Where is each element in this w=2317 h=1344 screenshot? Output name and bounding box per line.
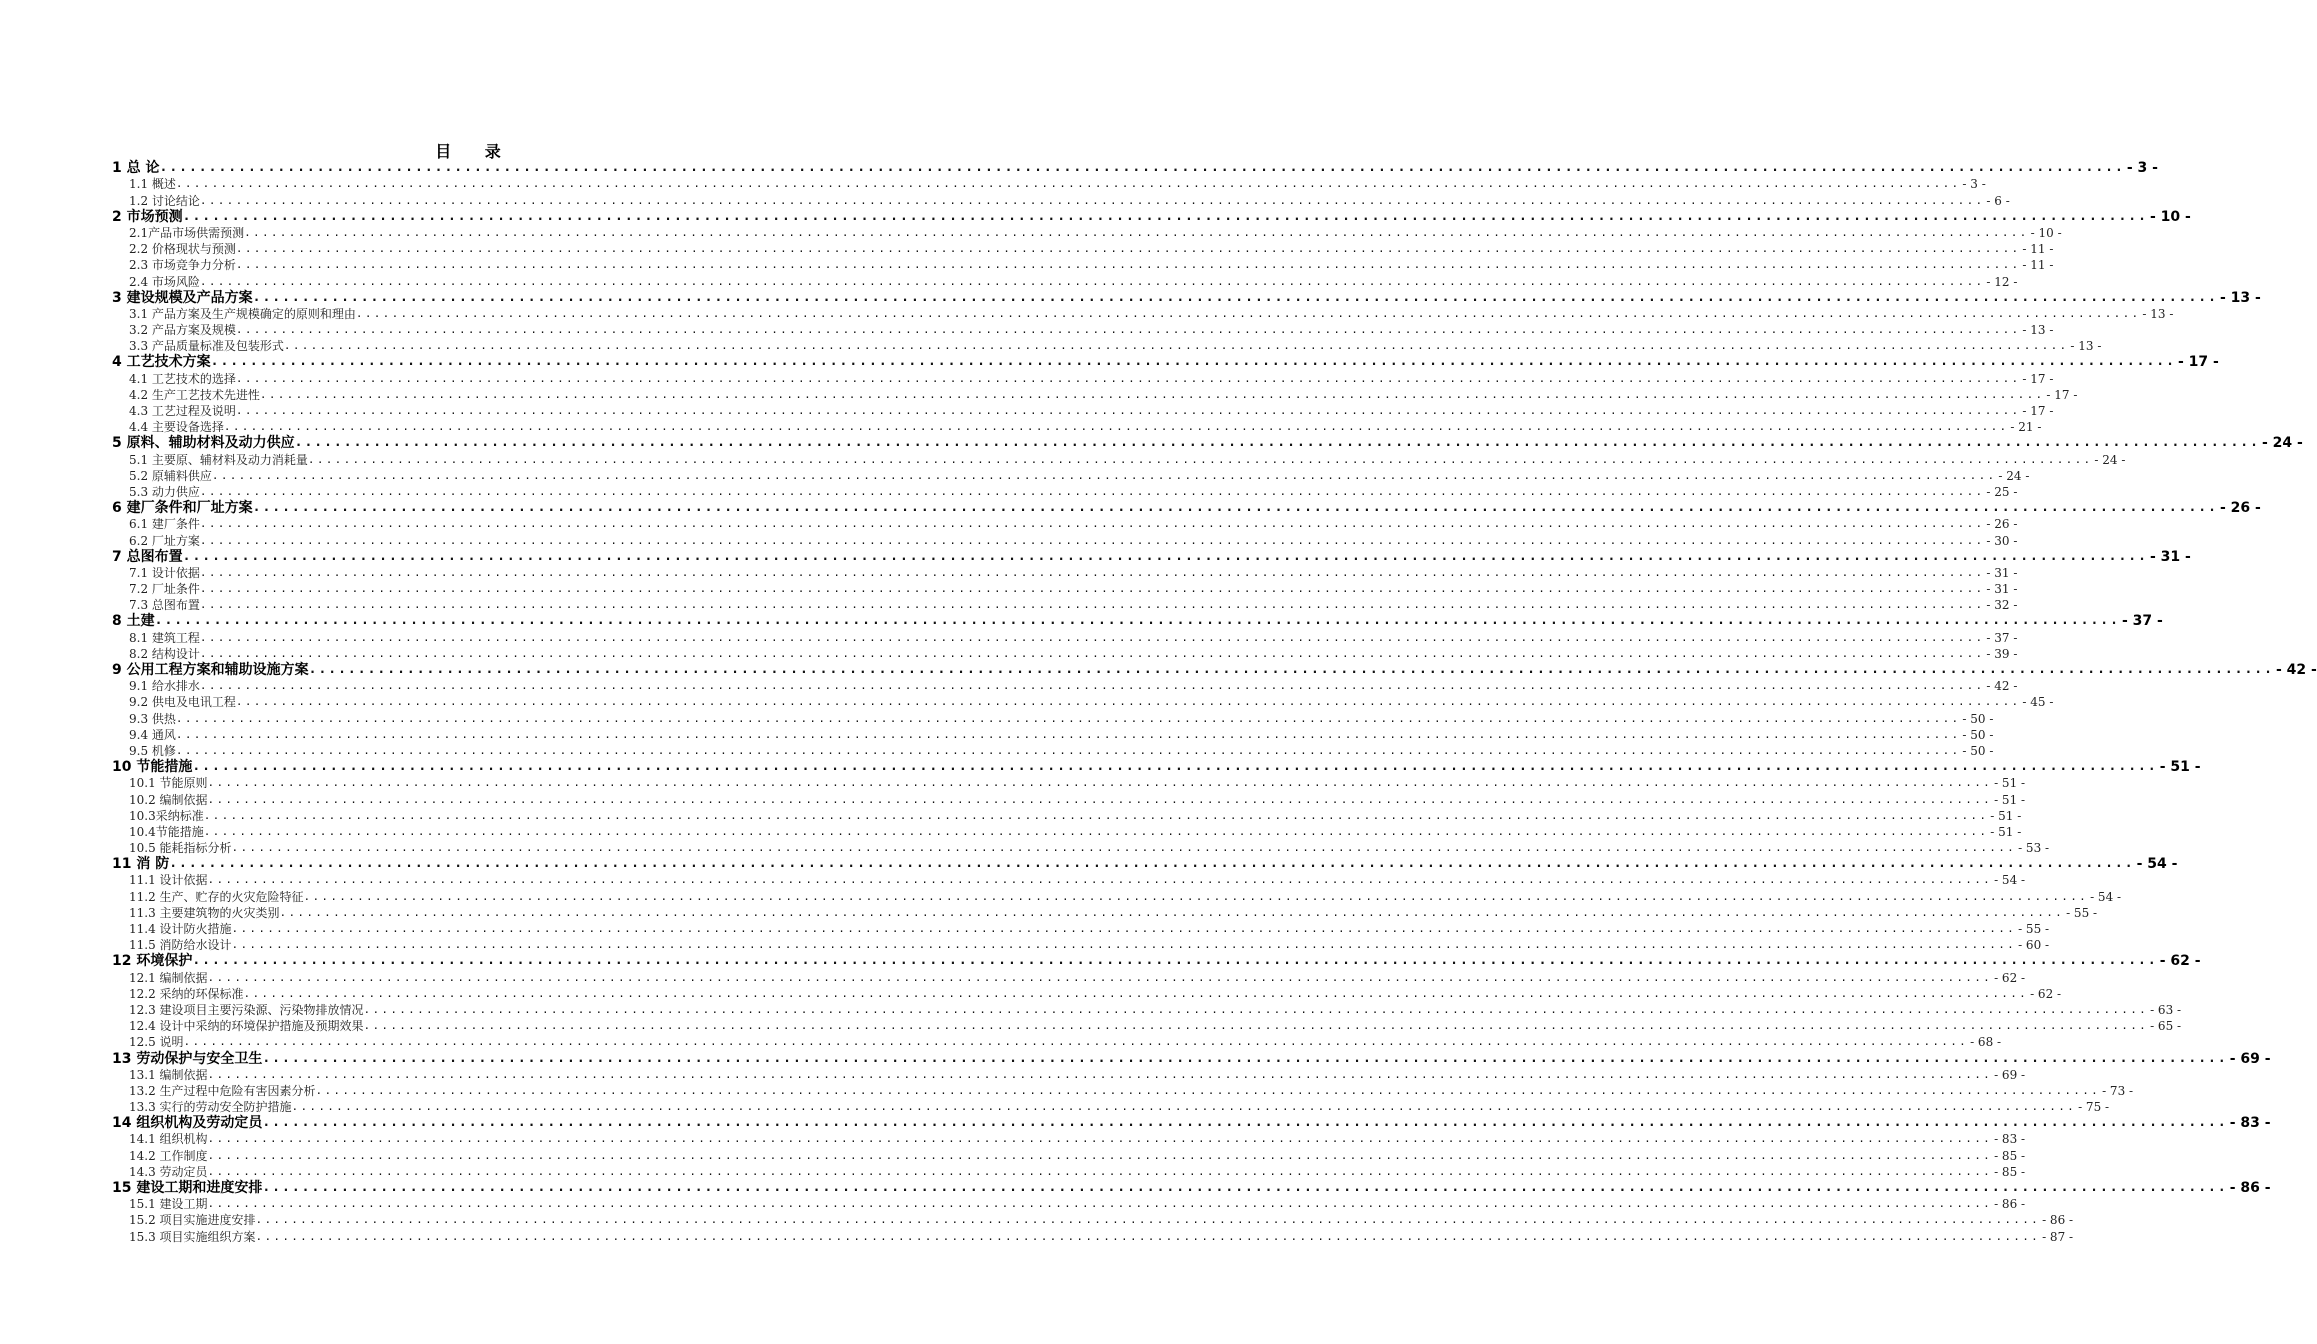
toc-entry-label: 1.1 概述 (129, 177, 176, 192)
toc-leader-dots: ........................................................................................................................................................................................................ (175, 743, 1961, 757)
toc-section-entry[interactable] (112, 468, 2030, 484)
toc-entry-page-number: - 42 - (2275, 662, 2317, 678)
toc-chapter-entry[interactable] (112, 856, 2178, 873)
toc-section-entry[interactable] (112, 565, 2018, 581)
toc-leader-dots: ........................................................................................................................................................................................................ (252, 500, 2218, 516)
toc-section-entry[interactable] (112, 419, 2042, 435)
toc-entry-label: 9 公用工程方案和辅助设施方案 (112, 662, 309, 678)
toc-entry-page-number: - 25 - (1986, 484, 2018, 499)
toc-section-entry[interactable] (112, 1002, 2182, 1018)
toc-entry-page-number: - 51 - (1994, 776, 2026, 791)
toc-leader-dots: ........................................................................................................................................................................................................ (207, 792, 1993, 806)
toc-entry-page-number: - 17 - (2046, 387, 2078, 402)
toc-entry-page-number: - 31 - (2149, 548, 2191, 565)
toc-section-entry[interactable] (112, 1018, 2182, 1034)
toc-entry-page-number: - 13 - (2142, 306, 2174, 321)
toc-entry-label: 12.3 建设项目主要污染源、污染物排放情况 (129, 1002, 364, 1017)
toc-section-entry[interactable] (112, 516, 2018, 532)
toc-chapter-entry[interactable] (112, 662, 2317, 678)
toc-entry-page-number: - 83 - (1994, 1132, 2026, 1147)
toc-entry-page-number: - 51 - (1990, 808, 2022, 823)
toc-entry-label: 3 建设规模及产品方案 (112, 289, 253, 306)
toc-entry-label: 7.1 设计依据 (129, 565, 200, 580)
toc-entry-label: 14.2 工作制度 (129, 1148, 208, 1163)
toc-leader-dots: ........................................................................................................................................................................................................ (303, 889, 2089, 903)
toc-entry-page-number: - 55 - (2018, 922, 2050, 936)
toc-section-entry[interactable] (112, 257, 2054, 273)
toc-entry-label: 10.2 编制依据 (129, 792, 208, 807)
toc-chapter-entry[interactable] (112, 354, 2219, 371)
toc-section-entry[interactable] (112, 597, 2018, 613)
toc-chapter-entry[interactable] (112, 1180, 2271, 1196)
toc-section-entry[interactable] (112, 1164, 2026, 1180)
toc-entry-page-number: - 17 - (2177, 354, 2219, 371)
toc-leader-dots: ........................................................................................................................................................................................................ (262, 1180, 2228, 1195)
toc-entry-page-number: - 54 - (2090, 889, 2122, 904)
toc-entry-label: 5.3 动力供应 (129, 484, 200, 499)
toc-entry-page-number: - 45 - (2022, 695, 2054, 710)
toc-entry-label: 6.2 厂址方案 (129, 533, 200, 548)
toc-section-entry[interactable] (112, 1228, 2074, 1244)
toc-entry-label: 2.2 价格现状与预测 (129, 242, 236, 257)
toc-entry-label: 10 节能措施 (112, 759, 193, 776)
toc-section-entry[interactable] (112, 629, 2018, 645)
toc-entry-page-number: - 86 - (1994, 1197, 2026, 1212)
toc-entry-label: 13.3 实行的劳动安全防护措施 (129, 1100, 292, 1115)
toc-chapter-entry[interactable] (112, 435, 2303, 452)
toc-section-entry[interactable] (112, 743, 1994, 759)
toc-leader-dots: ........................................................................................................................................................................................................ (203, 824, 1989, 838)
toc-section-entry[interactable] (112, 225, 2062, 241)
toc-leader-dots: ........................................................................................................................................................................................................ (207, 1148, 1993, 1162)
toc-section-entry[interactable] (112, 646, 2018, 662)
toc-entry-label: 2 市场预测 (112, 208, 183, 225)
toc-section-entry[interactable] (112, 937, 2050, 953)
toc-leader-dots: ........................................................................................................................................................................................................ (175, 177, 1961, 191)
toc-entry-label: 14.1 组织机构 (129, 1132, 208, 1147)
toc-chapter-entry[interactable] (112, 1050, 2271, 1067)
toc-leader-dots: ........................................................................................................................................................................................................ (294, 435, 2260, 451)
toc-entry-label: 11 消 防 (112, 856, 170, 873)
toc-entry-label: 4.2 生产工艺技术先进性 (129, 387, 260, 402)
toc-entry-page-number: - 65 - (2150, 1019, 2182, 1034)
toc-leader-dots: ........................................................................................................................................................................................................ (235, 404, 2021, 417)
toc-leader-dots: ........................................................................................................................................................................................................ (199, 274, 1985, 288)
toc-entry-page-number: - 31 - (1986, 565, 2018, 580)
toc-section-entry[interactable] (112, 775, 2026, 791)
toc-entry-label: 4.3 工艺过程及说明 (129, 404, 236, 418)
toc-entry-page-number: - 69 - (2229, 1050, 2271, 1067)
toc-section-entry[interactable] (112, 241, 2054, 257)
toc-entry-label: 14.3 劳动定员 (129, 1164, 208, 1179)
toc-entry-page-number: - 62 - (1994, 970, 2026, 985)
toc-entry-page-number: - 24 - (1998, 468, 2030, 483)
toc-entry-page-number: - 54 - (2136, 856, 2178, 873)
toc-entry-page-number: - 51 - (1990, 824, 2022, 839)
toc-leader-dots: ........................................................................................................................................................................................................ (169, 856, 2135, 872)
toc-leader-dots: ........................................................................................................................................................................................................ (199, 565, 1985, 579)
toc-leader-dots: ........................................................................................................................................................................................................ (235, 242, 2021, 256)
toc-entry-label: 10.1 节能原则 (129, 776, 208, 791)
toc-leader-dots: ........................................................................................................................................................................................................ (363, 1002, 2149, 1016)
toc-section-entry[interactable] (112, 1147, 2026, 1163)
toc-section-entry[interactable] (112, 1196, 2026, 1212)
toc-section-entry[interactable] (112, 176, 1986, 192)
toc-leader-dots: ........................................................................................................................................................................................................ (210, 354, 2176, 370)
toc-leader-dots: ........................................................................................................................................................................................................ (283, 339, 2069, 353)
toc-entry-page-number: - 62 - (2030, 986, 2062, 1001)
toc-entry-page-number: - 30 - (1986, 533, 2018, 548)
toc-entry-page-number: - 83 - (2229, 1115, 2271, 1132)
toc-entry-page-number: - 3 - (1962, 177, 1986, 192)
toc-entry-page-number: - 85 - (1994, 1164, 2026, 1179)
toc-title: 目 录 (435, 142, 515, 161)
toc-leader-dots: ........................................................................................................................................................................................................ (199, 679, 1985, 693)
toc-section-entry[interactable] (112, 694, 2054, 710)
toc-entry-label: 12.1 编制依据 (129, 970, 208, 985)
toc-entry-label: 15.2 项目实施进度安排 (129, 1213, 256, 1228)
toc-entry-page-number: - 31 - (1986, 582, 2018, 597)
toc-section-entry[interactable] (112, 986, 2062, 1002)
toc-leader-dots: ........................................................................................................................................................................................................ (199, 533, 1985, 547)
toc-entry-label: 4.4 主要设备选择 (129, 420, 224, 435)
toc-section-entry[interactable] (112, 484, 2018, 500)
toc-leader-dots: ........................................................................................................................................................................................................ (279, 905, 2065, 919)
toc-section-entry[interactable] (112, 1083, 2134, 1099)
toc-leader-dots: ........................................................................................................................................................................................................ (235, 371, 2021, 385)
toc-entry-label: 1.2 讨论结论 (129, 193, 200, 208)
toc-entry-label: 3.2 产品方案及规模 (129, 323, 236, 338)
toc-entry-page-number: - 11 - (2022, 258, 2054, 273)
toc-chapter-entry[interactable] (112, 500, 2261, 517)
toc-section-entry[interactable] (112, 1131, 2026, 1147)
table-of-contents (112, 160, 2317, 1245)
toc-chapter-entry[interactable] (112, 208, 2191, 225)
toc-entry-page-number: - 50 - (1962, 711, 1994, 726)
toc-section-entry[interactable] (112, 338, 2102, 354)
toc-entry-page-number: - 13 - (2219, 289, 2261, 306)
toc-leader-dots: ........................................................................................................................................................................................................ (207, 1164, 1993, 1178)
toc-entry-page-number: - 11 - (2022, 242, 2054, 257)
toc-section-entry[interactable] (112, 1034, 2002, 1050)
toc-entry-label: 4.1 工艺技术的选择 (129, 371, 236, 386)
toc-entry-page-number: - 50 - (1962, 743, 1994, 758)
toc-entry-page-number: - 50 - (1962, 727, 1994, 742)
toc-leader-dots: ........................................................................................................................................................................................................ (182, 548, 2148, 564)
toc-leader-dots: ........................................................................................................................................................................................................ (199, 598, 1985, 612)
toc-leader-dots: ........................................................................................................................................................................................................ (207, 1132, 1993, 1146)
toc-entry-page-number: - 86 - (2042, 1213, 2074, 1228)
toc-entry-page-number: - 3 - (2126, 160, 2158, 177)
toc-section-entry[interactable] (112, 192, 2010, 208)
toc-leader-dots: ........................................................................................................................................................................................................ (307, 452, 2093, 466)
toc-entry-label: 6 建厂条件和厂址方案 (112, 500, 253, 517)
toc-entry-label: 8.1 建筑工程 (129, 630, 200, 645)
toc-leader-dots: ........................................................................................................................................................................................................ (262, 1115, 2228, 1131)
toc-entry-label: 2.4 市场风险 (129, 274, 200, 289)
toc-entry-page-number: - 39 - (1986, 646, 2018, 661)
toc-leader-dots: ........................................................................................................................................................................................................ (235, 258, 2021, 272)
toc-entry-page-number: - 26 - (2219, 500, 2261, 517)
toc-section-entry[interactable] (112, 370, 2054, 386)
toc-entry-label: 15.3 项目实施组织方案 (129, 1229, 256, 1244)
toc-section-entry[interactable] (112, 581, 2018, 597)
toc-entry-label: 11.3 主要建筑物的火灾类别 (129, 905, 280, 920)
toc-entry-page-number: - 13 - (2070, 339, 2102, 354)
toc-leader-dots: ........................................................................................................................................................................................................ (183, 1035, 1969, 1049)
toc-leader-dots: ........................................................................................................................................................................................................ (308, 662, 2274, 677)
toc-entry-label: 14 组织机构及劳动定员 (112, 1115, 263, 1132)
toc-leader-dots: ........................................................................................................................................................................................................ (207, 1067, 1993, 1081)
toc-leader-dots: ........................................................................................................................................................................................................ (243, 986, 2029, 1000)
toc-section-entry[interactable] (112, 532, 2018, 548)
toc-section-entry[interactable] (112, 403, 2054, 419)
toc-leader-dots: ........................................................................................................................................................................................................ (235, 695, 2021, 709)
toc-section-entry[interactable] (112, 710, 1994, 726)
toc-leader-dots: ........................................................................................................................................................................................................ (244, 225, 2029, 239)
toc-entry-page-number: - 85 - (1994, 1148, 2026, 1163)
toc-entry-page-number: - 60 - (2018, 938, 2050, 953)
toc-chapter-entry[interactable] (112, 759, 2201, 776)
toc-entry-page-number: - 24 - (2094, 452, 2126, 467)
toc-section-entry[interactable] (112, 387, 2078, 403)
toc-entry-page-number: - 62 - (2159, 953, 2201, 970)
toc-entry-page-number: - 73 - (2102, 1083, 2134, 1098)
toc-chapter-entry[interactable] (112, 953, 2201, 970)
toc-entry-label: 9.5 机修 (129, 743, 176, 758)
toc-entry-page-number: - 10 - (2030, 225, 2062, 240)
toc-section-entry[interactable] (112, 824, 2022, 840)
toc-entry-label: 2.3 市场竞争力分析 (129, 258, 236, 273)
toc-entry-page-number: - 21 - (2010, 420, 2042, 435)
toc-leader-dots: ........................................................................................................................................................................................................ (159, 160, 2125, 176)
toc-entry-page-number: - 42 - (1986, 679, 2018, 694)
toc-leader-dots: ........................................................................................................................................................................................................ (199, 193, 1985, 207)
toc-entry-page-number: - 26 - (1986, 517, 2018, 532)
toc-entry-label: 12.4 设计中采纳的环境保护措施及预期效果 (129, 1019, 364, 1034)
toc-leader-dots: ........................................................................................................................................................................................................ (262, 1050, 2228, 1066)
toc-entry-page-number: - 51 - (2159, 759, 2201, 776)
toc-entry-label: 5.2 原辅料供应 (129, 468, 212, 483)
toc-section-entry[interactable] (112, 678, 2018, 694)
toc-entry-page-number: - 69 - (1994, 1067, 2026, 1082)
toc-section-entry[interactable] (112, 905, 2098, 921)
toc-entry-label: 10.5 能耗指标分析 (129, 841, 232, 856)
toc-section-entry[interactable] (112, 1067, 2026, 1083)
toc-section-entry[interactable] (112, 921, 2050, 937)
toc-leader-dots: ........................................................................................................................................................................................................ (255, 1213, 2041, 1227)
toc-section-entry[interactable] (112, 306, 2174, 322)
toc-leader-dots: ........................................................................................................................................................................................................ (199, 630, 1985, 644)
toc-entry-label: 6.1 建厂条件 (129, 517, 200, 532)
toc-chapter-entry[interactable] (112, 160, 2158, 177)
toc-entry-page-number: - 6 - (1986, 193, 2010, 208)
toc-entry-page-number: - 63 - (2150, 1002, 2182, 1017)
toc-chapter-entry[interactable] (112, 289, 2261, 306)
toc-entry-page-number: - 87 - (2042, 1229, 2074, 1244)
toc-entry-label: 7.3 总图布置 (129, 598, 200, 613)
toc-chapter-entry[interactable] (112, 548, 2191, 565)
toc-entry-label: 10.4节能措施 (129, 824, 204, 839)
toc-leader-dots: ........................................................................................................................................................................................................ (291, 1100, 2077, 1114)
toc-entry-label: 12.5 说明 (129, 1035, 184, 1050)
toc-entry-page-number: - 37 - (1986, 630, 2018, 645)
toc-leader-dots: ........................................................................................................................................................................................................ (223, 420, 2009, 434)
toc-entry-page-number: - 17 - (2022, 404, 2054, 418)
toc-leader-dots: ........................................................................................................................................................................................................ (211, 468, 1997, 482)
toc-leader-dots: ........................................................................................................................................................................................................ (175, 711, 1961, 725)
toc-section-entry[interactable] (112, 273, 2018, 289)
toc-entry-label: 9.2 供电及电讯工程 (129, 695, 236, 710)
toc-entry-label: 9.1 给水排水 (129, 679, 200, 694)
toc-leader-dots: ........................................................................................................................................................................................................ (192, 953, 2158, 969)
toc-section-entry[interactable] (112, 840, 2050, 856)
toc-chapter-entry[interactable] (112, 613, 2163, 630)
toc-entry-label: 10.3采纳标准 (129, 808, 204, 823)
toc-entry-label: 12 环境保护 (112, 953, 193, 970)
toc-leader-dots: ........................................................................................................................................................................................................ (154, 613, 2120, 629)
toc-entry-label: 5 原料、辅助材料及动力供应 (112, 435, 295, 452)
toc-leader-dots: ........................................................................................................................................................................................................ (231, 841, 2017, 855)
toc-section-entry[interactable] (112, 872, 2026, 888)
toc-entry-label: 13 劳动保护与安全卫生 (112, 1050, 263, 1067)
toc-entry-label: 11.5 消防给水设计 (129, 938, 232, 953)
toc-entry-label: 4 工艺技术方案 (112, 354, 211, 371)
toc-section-entry[interactable] (112, 808, 2022, 824)
toc-section-entry[interactable] (112, 451, 2126, 467)
toc-entry-label: 13.1 编制依据 (129, 1067, 208, 1082)
toc-chapter-entry[interactable] (112, 1115, 2271, 1132)
toc-entry-label: 3.1 产品方案及生产规模确定的原则和理由 (129, 306, 356, 321)
toc-leader-dots: ........................................................................................................................................................................................................ (259, 387, 2045, 401)
toc-leader-dots: ........................................................................................................................................................................................................ (255, 1229, 2041, 1243)
toc-entry-page-number: - 17 - (2022, 371, 2054, 386)
toc-leader-dots: ........................................................................................................................................................................................................ (207, 873, 1993, 887)
toc-entry-label: 13.2 生产过程中危险有害因素分析 (129, 1083, 316, 1098)
toc-entry-label: 7 总图布置 (112, 548, 183, 565)
toc-leader-dots: ........................................................................................................................................................................................................ (175, 727, 1961, 741)
toc-leader-dots: ........................................................................................................................................................................................................ (207, 970, 1993, 984)
toc-entry-page-number: - 13 - (2022, 323, 2054, 338)
toc-leader-dots: ........................................................................................................................................................................................................ (203, 808, 1989, 822)
toc-entry-page-number: - 12 - (1986, 274, 2018, 289)
toc-leader-dots: ........................................................................................................................................................................................................ (315, 1083, 2101, 1097)
toc-leader-dots: ........................................................................................................................................................................................................ (207, 776, 1993, 790)
toc-section-entry[interactable] (112, 888, 2122, 904)
toc-section-entry[interactable] (112, 322, 2054, 338)
toc-entry-label: 2.1产品市场供需预测 (129, 225, 245, 240)
toc-entry-label: 15 建设工期和进度安排 (112, 1180, 263, 1196)
toc-leader-dots: ........................................................................................................................................................................................................ (231, 922, 2017, 935)
toc-entry-page-number: - 54 - (1994, 873, 2026, 888)
toc-leader-dots: ........................................................................................................................................................................................................ (199, 484, 1985, 498)
toc-entry-label: 8 土建 (112, 613, 155, 630)
toc-entry-page-number: - 51 - (1994, 792, 2026, 807)
toc-entry-label: 11.4 设计防火措施 (129, 922, 232, 936)
toc-entry-label: 8.2 结构设计 (129, 646, 200, 661)
toc-leader-dots: ........................................................................................................................................................................................................ (199, 646, 1985, 660)
toc-leader-dots: ........................................................................................................................................................................................................ (207, 1197, 1993, 1211)
toc-entry-page-number: - 32 - (1986, 598, 2018, 613)
toc-entry-page-number: - 75 - (2078, 1100, 2110, 1115)
toc-entry-label: 3.3 产品质量标准及包装形式 (129, 339, 284, 354)
toc-entry-page-number: - 24 - (2261, 435, 2303, 452)
toc-entry-label: 5.1 主要原、辅材料及动力消耗量 (129, 452, 308, 467)
toc-section-entry[interactable] (112, 1212, 2074, 1228)
toc-entry-page-number: - 37 - (2121, 613, 2163, 630)
toc-entry-page-number: - 86 - (2229, 1180, 2271, 1196)
toc-entry-label: 12.2 采纳的环保标准 (129, 986, 244, 1001)
toc-leader-dots: ........................................................................................................................................................................................................ (355, 306, 2141, 320)
toc-entry-page-number: - 10 - (2149, 208, 2191, 225)
toc-entry-label: 9.4 通风 (129, 727, 176, 742)
toc-leader-dots: ........................................................................................................................................................................................................ (199, 517, 1985, 531)
toc-section-entry[interactable] (112, 969, 2026, 985)
toc-section-entry[interactable] (112, 727, 1994, 743)
toc-entry-label: 11.2 生产、贮存的火灾危险特征 (129, 889, 304, 904)
toc-entry-page-number: - 55 - (2066, 905, 2098, 920)
toc-leader-dots: ........................................................................................................................................................................................................ (199, 582, 1985, 596)
toc-entry-label: 7.2 厂址条件 (129, 582, 200, 597)
toc-entry-page-number: - 68 - (1970, 1035, 2002, 1050)
toc-leader-dots: ........................................................................................................................................................................................................ (231, 938, 2017, 952)
toc-entry-label: 11.1 设计依据 (129, 873, 208, 888)
toc-entry-label: 9.3 供热 (129, 711, 176, 726)
toc-entry-label: 1 总 论 (112, 160, 160, 177)
toc-section-entry[interactable] (112, 791, 2026, 807)
toc-leader-dots: ........................................................................................................................................................................................................ (192, 759, 2158, 775)
toc-entry-page-number: - 53 - (2018, 841, 2050, 856)
toc-leader-dots: ........................................................................................................................................................................................................ (363, 1019, 2149, 1033)
toc-leader-dots: ........................................................................................................................................................................................................ (235, 323, 2021, 337)
toc-leader-dots: ........................................................................................................................................................................................................ (252, 289, 2218, 305)
toc-section-entry[interactable] (112, 1099, 2110, 1115)
toc-entry-label: 15.1 建设工期 (129, 1197, 208, 1212)
toc-leader-dots: ........................................................................................................................................................................................................ (182, 208, 2148, 224)
